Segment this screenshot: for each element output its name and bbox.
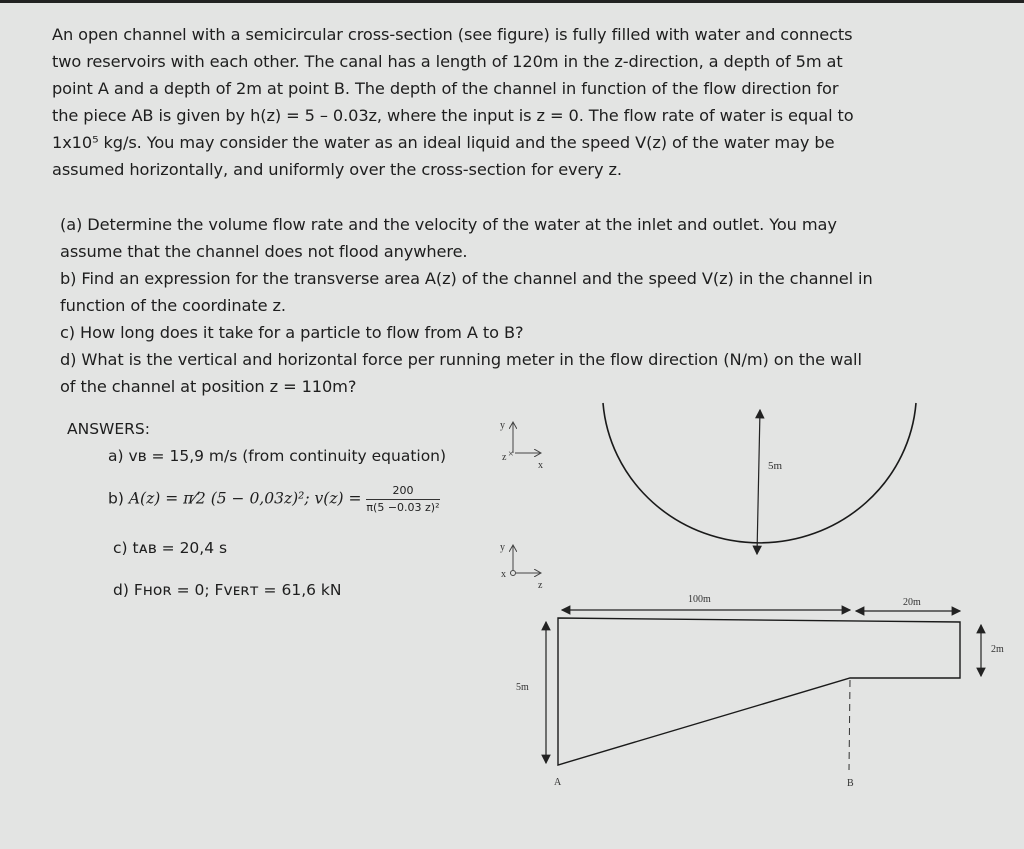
radius-arrow (757, 410, 760, 554)
text-line: An open channel with a semicircular cross-section (see figure) is fully filled with water and connects (52, 25, 853, 44)
text-line: c) How long does it take for a particle to flow from A to B? (60, 323, 524, 342)
cross-section-axes (500, 420, 543, 471)
answer-c: c) tᴀʙ = 20,4 s (113, 539, 228, 557)
text-line: d) What is the vertical and horizontal force per running meter in the flow direction (N/m) on the wall (60, 350, 862, 369)
text-line: two reservoirs with each other. The canal has a length of 120m in the z-direction, a depth of 5m at (52, 52, 843, 71)
side-view-axes (500, 542, 543, 591)
axis-label-z: z (502, 452, 507, 463)
text-line: (a) Determine the volume flow rate and the velocity of the water at the inlet and outlet. You may (60, 215, 837, 234)
text-line: b) Find an expression for the transverse area A(z) of the channel and the speed V(z) in the channel in (60, 269, 873, 288)
answers-heading: ANSWERS: (67, 420, 150, 438)
area-formula: A(z) = π⁄2 (5 − 0,03z)²; v(z) = (128, 489, 362, 508)
axis-label-x: x (538, 460, 543, 471)
channel-profile (558, 618, 960, 765)
point-a-label: A (554, 777, 562, 788)
depth-b-label: 2m (991, 644, 1004, 655)
text-line: the piece AB is given by h(z) = 5 – 0.03z, where the input is z = 0. The flow rate of water is equal to (52, 106, 854, 125)
axis-label-z: z (538, 580, 543, 591)
point-b-label: B (847, 778, 854, 789)
svg-text:×: × (508, 449, 514, 460)
answer-a: a) vʙ = 15,9 m/s (from continuity equation) (108, 447, 447, 465)
length-b-end-label: 20m (903, 597, 921, 608)
axis-label-x: x (501, 569, 506, 580)
axis-label-y: y (500, 542, 505, 553)
fraction-numerator: 200 (366, 484, 439, 500)
text-line: of the channel at position z = 110m? (60, 377, 357, 396)
axis-label-y: y (500, 420, 505, 431)
text-line: assume that the channel does not flood anywhere. (60, 242, 468, 261)
fraction-denominator: π(5 −0.03 z)² (366, 501, 440, 514)
text-line: point A and a depth of 2m at point B. The depth of the channel in function of the flow direction for (52, 79, 839, 98)
text-line: function of the coordinate z. (60, 296, 286, 315)
depth-a-label: 5m (516, 682, 529, 693)
text-line: assumed horizontally, and uniformly over the cross-section for every z. (52, 160, 622, 179)
answer-d: d) Fʜᴏʀ = 0; Fᴠᴇʀᴛ = 61,6 kN (113, 581, 342, 599)
point-b-dashed-line (849, 680, 850, 770)
text-line: 1x10⁵ kg/s. You may consider the water as an ideal liquid and the speed V(z) of the water may be (52, 133, 835, 152)
length-ab-label: 100m (688, 594, 711, 605)
radius-label: 5m (768, 460, 783, 472)
answer-b-label: b) (108, 489, 124, 508)
